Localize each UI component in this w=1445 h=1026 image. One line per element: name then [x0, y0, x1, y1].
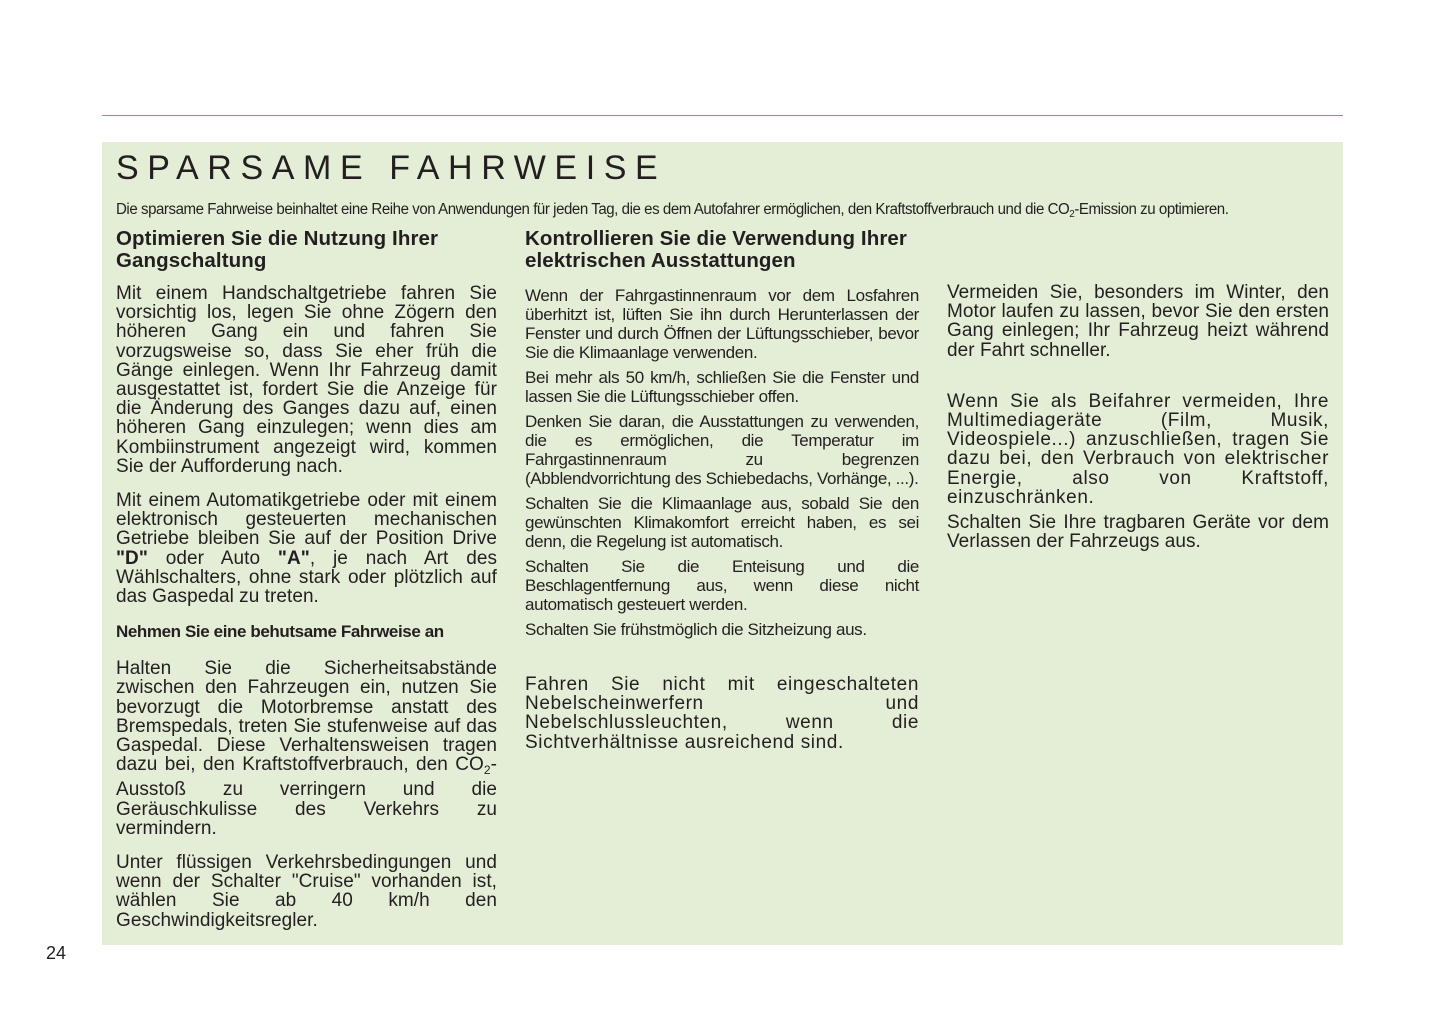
paragraph-manual-gearbox: Mit einem Handschaltgetriebe fahren Sie vorsichtig los, legen Sie ohne Zögern den höheren Gang ein und fahren Sie vorzugsweise so, dass Sie eher früh die Gänge einlegen. Wenn Ihr Fahrzeug damit ausgestattet ist, fordert Sie die Anzeige für die Änderung des Ganges dazu auf, einen höheren Gang einzulegen; wenn dies am Kombiinstrument angezeigt wird, kommen Sie der Aufforderung nach.	[116, 283, 497, 477]
automatic-text-start: Mit einem Automatikgetriebe oder mit einem elektronisch gesteuerten mechanischen Getriebe bleiben Sie auf der Position Drive	[116, 490, 497, 550]
paragraph-winter-idling: Vermeiden Sie, besonders im Winter, den Motor laufen zu lassen, bevor Sie den ersten Gang einlegen; Ihr Fahrzeug heizt während der Fahrt schneller.	[947, 282, 1329, 361]
paragraph-speed-windows: Bei mehr als 50 km/h, schließen Sie die Fenster und lassen Sie die Lüftungsschieber offen.	[525, 368, 919, 406]
intro-text	[116, 200, 1326, 225]
paragraph-cruise-control: Unter flüssigen Verkehrsbedingungen und wenn der Schalter "Cruise" vorhanden ist, wählen Sie ab 40 km/h den Geschwindigkeitsregler.	[116, 852, 497, 931]
intro-text-end: -Emission zu optimieren.	[1074, 201, 1229, 218]
paragraph-fog-lights: Fahren Sie nicht mit eingeschalteten Nebelscheinwerfern und Nebelschlussleuchten, wenn die Sichtverhältnisse ausreichend sind.	[525, 674, 919, 753]
auto-label: "A"	[277, 547, 310, 569]
paragraph-ventilate-cabin: Wenn der Fahrgastinnenraum vor dem Losfahren überhitzt ist, lüften Sie ihn durch Herunterlassen der Fenster und durch Öffnen der Lüftungsschieber, bevor Sie die Klimaanlage verwenden.	[525, 286, 919, 362]
safety-text-end: -Ausstoß zu verringern und die Geräuschkulisse des Verkehrs zu vermindern.	[116, 754, 497, 839]
paragraph-air-conditioning: Schalten Sie die Klimaanlage aus, sobald Sie den gewünschten Klimakomfort erreicht haben, es sei denn, die Regelung ist automatisch.	[525, 494, 919, 551]
column-left	[116, 228, 497, 930]
paragraph-safety-distance	[116, 659, 497, 838]
column-middle	[525, 228, 919, 752]
safety-text-start: Halten Sie die Sicherheitsabstände zwischen den Fahrzeugen ein, nutzen Sie bevorzugt die Motorbremse anstatt des Bremspedals, treten Sie stufenweise auf das Gaspedal. Diese Verhaltensweisen tragen dazu bei, den Kraftstoffverbrauch, den CO	[116, 658, 497, 776]
paragraph-seat-heating: Schalten Sie frühstmöglich die Sitzheizung aus.	[525, 620, 867, 639]
paragraph-portable-devices: Schalten Sie Ihre tragbaren Geräte vor dem Verlassen der Fahrzeugs aus.	[947, 512, 1329, 553]
drive-label: "D"	[116, 547, 148, 569]
subheading-careful-driving: Nehmen Sie eine behutsame Fahrweise an	[116, 622, 444, 642]
automatic-text-middle: oder Auto	[147, 547, 278, 569]
heading-electrical-equipment: Kontrollieren Sie die Verwendung Ihrer elektrischen Ausstattungen	[525, 227, 907, 272]
paragraph-multimedia: Wenn Sie als Beifahrer vermeiden, Ihre Multimediageräte (Film, Musik, Videospiele...) anzuschließen, tragen Sie dazu bei, den Verbrauch von elektrischer Energie, also von Kraftstoff, einzuschränken.	[947, 390, 1329, 508]
paragraph-automatic-gearbox	[116, 491, 497, 606]
page-title: SPARSAME FAHRWEISE	[116, 149, 667, 187]
paragraph-temperature-equipment: Denken Sie daran, die Ausstattungen zu verwenden, die es ermöglichen, die Temperatur im Fahrgastinnenraum zu begrenzen (Abblendvorrichtung des Schiebedachs, Vorhänge, ...).	[525, 412, 919, 488]
automatic-text-end: , je nach Art des Wählschalters, ohne stark oder plötzlich auf das Gaspedal zu treten.	[116, 547, 497, 608]
column-right	[947, 283, 1329, 551]
paragraph-defrost: Schalten Sie die Enteisung und die Beschlagentfernung aus, wenn diese nicht automatisch gesteuert werden.	[525, 557, 919, 614]
co2-subscript: 2	[483, 763, 491, 778]
heading-gear-shift: Optimieren Sie die Nutzung Ihrer Gangschaltung	[116, 227, 439, 272]
page-number: 24	[46, 943, 67, 963]
top-divider-rule	[102, 115, 1343, 116]
intro-text-start: Die sparsame Fahrweise beinhaltet eine Reihe von Anwendungen für jeden Tag, die es dem Autofahrer ermöglichen, den Kraftstoffverbrauch und die CO	[116, 201, 1070, 218]
intro-subscript: 2	[1069, 209, 1075, 220]
